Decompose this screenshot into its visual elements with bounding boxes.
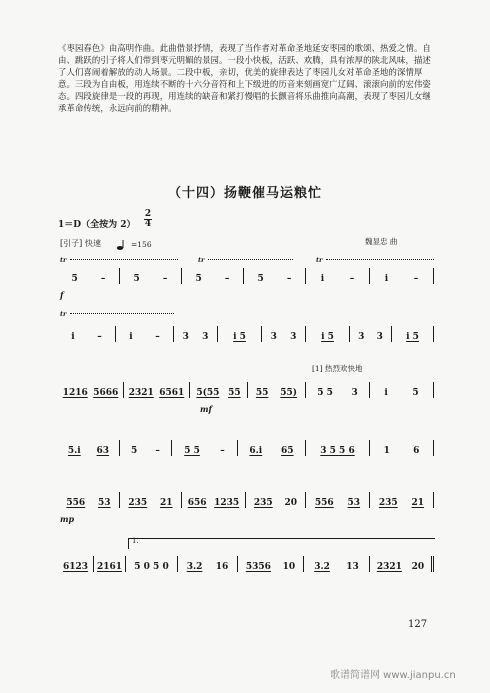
trill-mark: tr: [60, 256, 67, 264]
measure: i 5: [306, 326, 350, 342]
measure: 235 20: [246, 492, 306, 508]
volta-bracket: [128, 538, 435, 549]
measure: 556 53: [306, 492, 370, 508]
measure: 2321 20: [370, 556, 434, 572]
measure: 6123: [58, 556, 94, 572]
notation-row-2: [58, 326, 434, 346]
measure: 55 55): [248, 382, 306, 398]
measure: 6.i 65: [238, 440, 306, 456]
measure: i –: [116, 326, 174, 342]
part-label: [1] 热烈欢快地: [312, 364, 363, 373]
trill-line: [208, 259, 293, 262]
measure: 5 5 –: [172, 440, 238, 456]
trill-mark: tr: [316, 256, 323, 264]
composer-credit: 魏显忠 曲: [365, 237, 398, 246]
time-signature-top: 2: [144, 209, 152, 219]
notation-row-6: [58, 556, 434, 576]
measure: 235 21: [120, 492, 182, 508]
trill-mark: tr: [198, 256, 205, 264]
notation-row-1: [58, 268, 434, 288]
notation-row-5: [58, 492, 434, 512]
measure: 5 –: [182, 268, 244, 284]
measure: 5 –: [120, 440, 172, 456]
trill-mark: tr: [60, 310, 67, 318]
measure: 1216 5666: [58, 382, 124, 398]
page-number: 127: [408, 619, 428, 630]
metronome-mark: =156: [131, 240, 152, 249]
measure: i –: [58, 326, 116, 342]
measure: 5.i 63: [58, 440, 120, 456]
measure: 2321 6561: [124, 382, 190, 398]
trill-line: [326, 259, 434, 262]
measure: 5 –: [244, 268, 306, 284]
measure: 5 –: [58, 268, 120, 284]
measure: i 5: [370, 382, 434, 398]
measure: 235 21: [370, 492, 434, 508]
measure: 5 5 3: [306, 382, 370, 398]
time-signature-bottom: 4: [144, 219, 152, 229]
measure: 656 1235: [182, 492, 246, 508]
trill-line: [70, 313, 174, 316]
measure: i 5: [218, 326, 262, 342]
measure: 3 5 5 6: [306, 440, 370, 456]
measure: 3 3: [350, 326, 392, 342]
dynamic-mezzo-piano: mp: [60, 514, 75, 524]
measure: 5(55 55: [190, 382, 248, 398]
measure: i 5: [392, 326, 434, 342]
volta-number: 1.: [132, 537, 139, 545]
measure: 5 –: [120, 268, 182, 284]
quarter-note-icon: [116, 240, 130, 250]
notation-row-3: [58, 382, 434, 402]
measure: i –: [370, 268, 434, 284]
dynamic-mezzo-forte: mf: [200, 404, 212, 414]
measure: 3.2 16: [178, 556, 238, 572]
measure: 3 3: [262, 326, 306, 342]
time-signature: [144, 210, 152, 229]
dynamic-forte: f: [60, 290, 64, 300]
measure: 3.2 13: [304, 556, 370, 572]
trill-line: [70, 259, 178, 262]
piece-title: （十四）扬鞭催马运粮忙: [167, 186, 322, 201]
measure: 5356 10: [238, 556, 304, 572]
intro-paragraph: 《枣园春色》由高明作曲。此曲借景抒情，表现了当作者对革命圣地延安枣园的歌颂、热爱之情。自由、跳跃的引子将人们带到枣元明媚的景园。一段小快板，活跃、欢腾，具有浓厚的陕北风味，描述了人们喜闹着解放的动人场景。二段中板，亲切，优美的旋律表达了枣园儿女对革命圣地的深情厚意。三段为自由板，用连续不断的十六分音符和上下级进的历音来刻画宽广辽阔、滚滚向前的宏伟姿态。四段旋律是一段的再现，用连续的缺音和紧打慢唱的长颤音将乐曲推向高潮，表现了枣园儿女继承革命传统，永远向前的精神。: [58, 43, 431, 114]
section-label: [引子]: [60, 239, 83, 248]
measure: 3 3: [174, 326, 218, 342]
measure: 2161: [94, 556, 126, 572]
tempo-mark: 快速: [85, 239, 101, 248]
measure: i –: [306, 268, 370, 284]
measure: 1 6: [370, 440, 434, 456]
measure: 556 53: [58, 492, 120, 508]
site-watermark: 歌谱简谱网 www.jianpu.cn: [330, 670, 456, 681]
key-signature: 1＝D（全按为 2）: [58, 220, 136, 230]
measure: 5 0 5 0: [126, 556, 178, 572]
notation-row-4: [58, 440, 434, 460]
